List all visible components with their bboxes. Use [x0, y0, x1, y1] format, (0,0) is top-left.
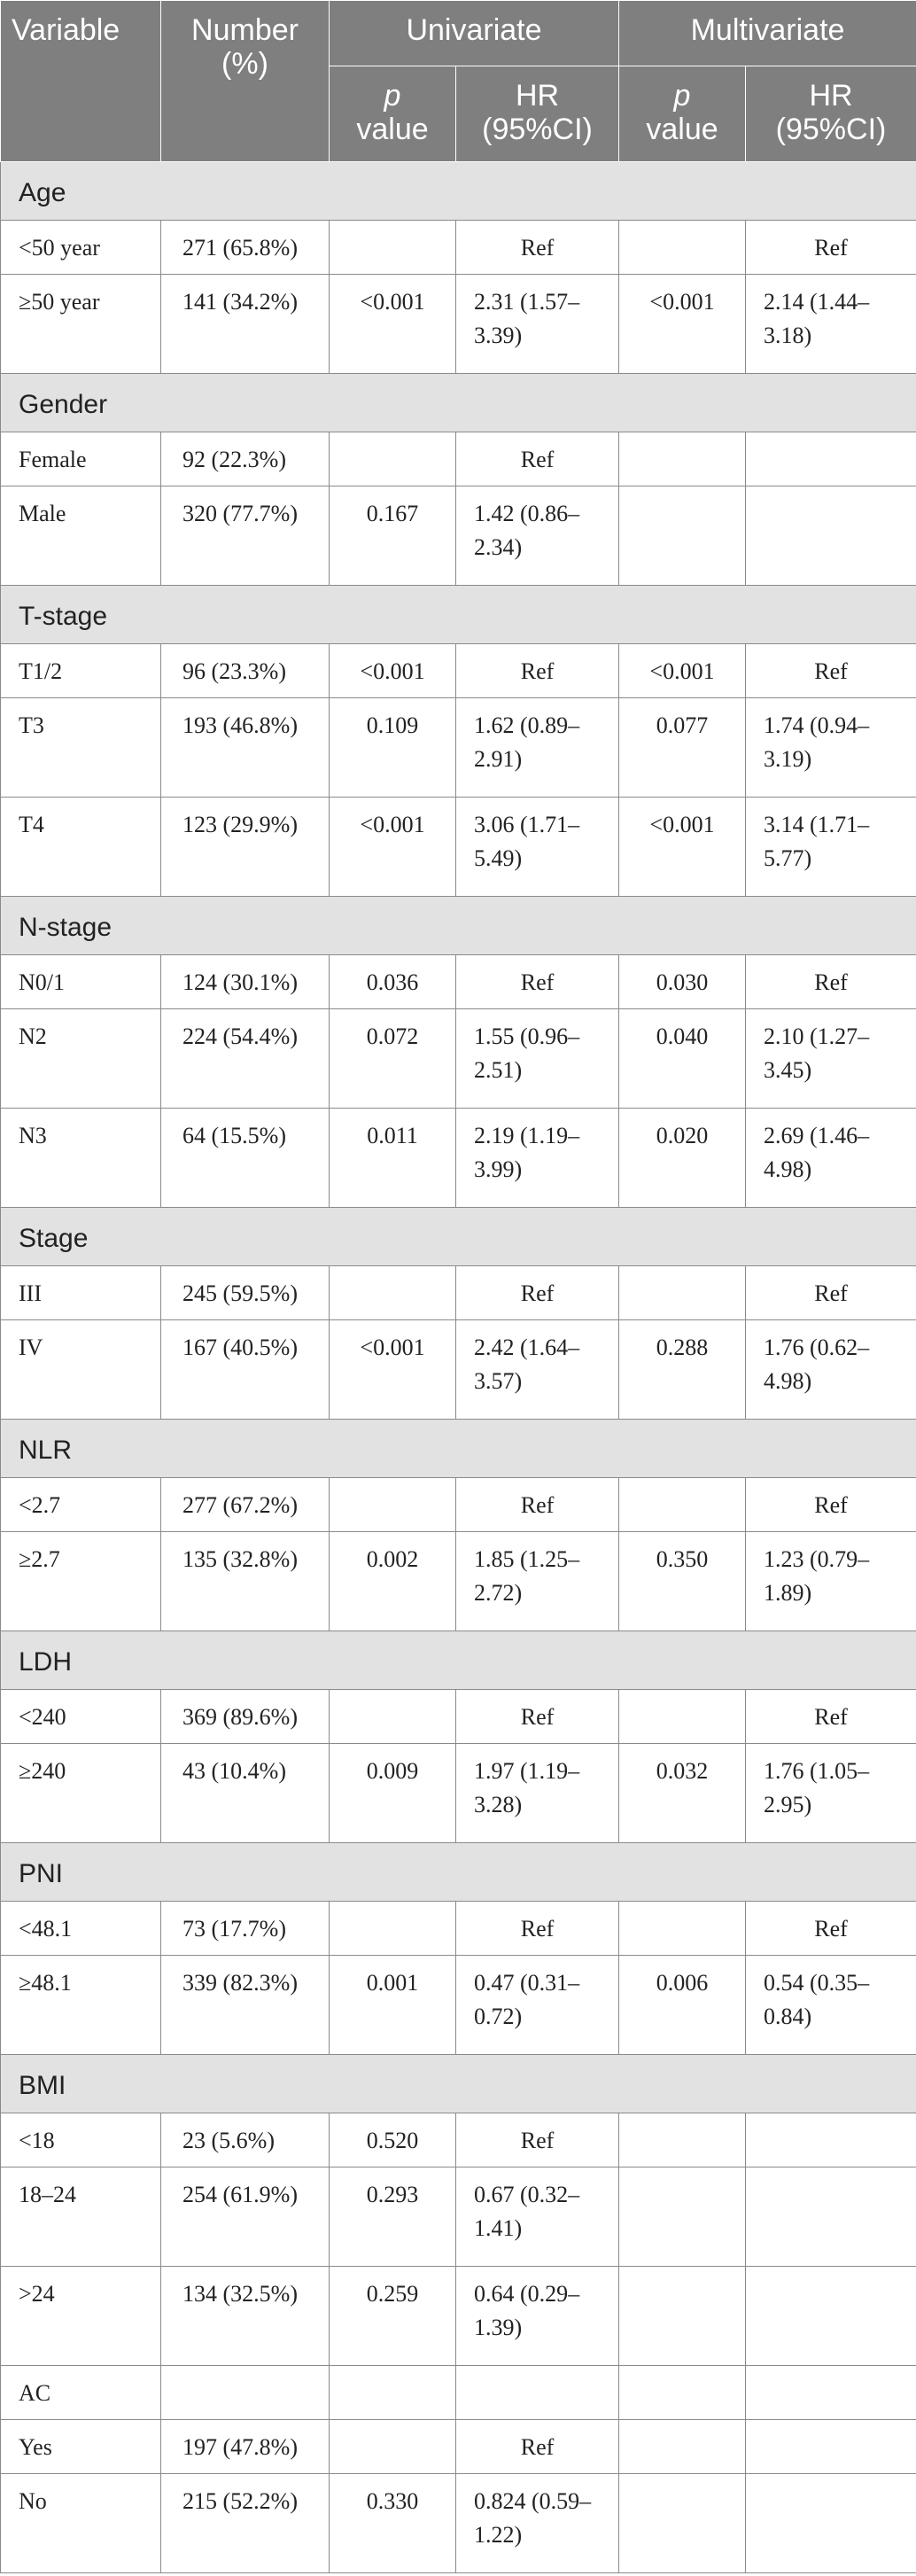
cell-variable: ≥48.1: [1, 1956, 161, 2055]
table-row: [1, 1320, 916, 1420]
cell-multivariate-hr: Ref: [746, 955, 916, 1009]
cell-variable: Female: [1, 432, 161, 486]
cell-multivariate-hr: [746, 2113, 916, 2167]
cell-multivariate-p: [619, 1902, 746, 1956]
cell-univariate-hr: Ref: [456, 221, 619, 275]
cell-number: 141 (34.2%): [161, 275, 330, 374]
cell-multivariate-hr: 2.10 (1.27–3.45): [746, 1009, 916, 1109]
p-suffix: value: [646, 113, 718, 146]
cell-univariate-hr: 1.62 (0.89–2.91): [456, 698, 619, 798]
cell-variable: IV: [1, 1320, 161, 1420]
cell-multivariate-hr: Ref: [746, 644, 916, 698]
table-row: [1, 2420, 916, 2474]
cell-variable: <18: [1, 2113, 161, 2167]
section-title: LDH: [1, 1631, 916, 1690]
cell-multivariate-p: [619, 2167, 746, 2267]
cell-variable: <240: [1, 1690, 161, 1744]
cell-variable: Male: [1, 486, 161, 586]
cell-multivariate-hr: [746, 2267, 916, 2366]
cell-univariate-hr: 0.47 (0.31–0.72): [456, 1956, 619, 2055]
cell-univariate-p: 0.011: [330, 1109, 456, 1208]
cell-univariate-hr: 1.85 (1.25–2.72): [456, 1532, 619, 1631]
cell-multivariate-p: 0.040: [619, 1009, 746, 1109]
cell-number: 193 (46.8%): [161, 698, 330, 798]
table-row: [1, 2113, 916, 2167]
cell-multivariate-p: 0.288: [619, 1320, 746, 1420]
section-header-row: [1, 162, 916, 221]
cell-variable: T1/2: [1, 644, 161, 698]
cell-univariate-hr: 1.97 (1.19–3.28): [456, 1744, 619, 1843]
cell-multivariate-hr: Ref: [746, 221, 916, 275]
cell-univariate-p: 0.036: [330, 955, 456, 1009]
cell-univariate-p: 0.072: [330, 1009, 456, 1109]
table-row: [1, 1690, 916, 1744]
cell-number: [161, 2366, 330, 2420]
cell-number: 215 (52.2%): [161, 2474, 330, 2573]
cell-multivariate-p: 0.020: [619, 1109, 746, 1208]
cell-multivariate-p: [619, 221, 746, 275]
cell-multivariate-hr: [746, 2420, 916, 2474]
p-suffix: value: [356, 113, 429, 146]
table-row: [1, 2267, 916, 2366]
section-header-row: [1, 1843, 916, 1902]
cell-multivariate-hr: 2.69 (1.46–4.98): [746, 1109, 916, 1208]
header-multivariate-p: [619, 66, 746, 162]
cell-univariate-p: <0.001: [330, 275, 456, 374]
section-header-row: [1, 1420, 916, 1478]
cell-univariate-p: [330, 1690, 456, 1744]
table-row: [1, 798, 916, 897]
table-row: [1, 1266, 916, 1320]
cell-number: 73 (17.7%): [161, 1902, 330, 1956]
cell-univariate-p: [330, 1902, 456, 1956]
cell-multivariate-hr: 0.54 (0.35–0.84): [746, 1956, 916, 2055]
cell-variable: N2: [1, 1009, 161, 1109]
cell-univariate-hr: 0.64 (0.29–1.39): [456, 2267, 619, 2366]
cell-variable: T3: [1, 698, 161, 798]
cell-univariate-p: <0.001: [330, 1320, 456, 1420]
cell-multivariate-hr: 2.14 (1.44–3.18): [746, 275, 916, 374]
cell-univariate-hr: 1.55 (0.96–2.51): [456, 1009, 619, 1109]
table-row: [1, 432, 916, 486]
cell-univariate-p: [330, 1478, 456, 1532]
cell-number: 23 (5.6%): [161, 2113, 330, 2167]
table-row: [1, 644, 916, 698]
table-row: [1, 1009, 916, 1109]
table-row: [1, 1902, 916, 1956]
cell-number: 245 (59.5%): [161, 1266, 330, 1320]
table-row: [1, 221, 916, 275]
cell-variable: AC: [1, 2366, 161, 2420]
cell-multivariate-p: 0.032: [619, 1744, 746, 1843]
cell-multivariate-hr: Ref: [746, 1902, 916, 1956]
cell-univariate-p: 0.002: [330, 1532, 456, 1631]
table-row: [1, 275, 916, 374]
cell-multivariate-p: [619, 486, 746, 586]
cell-variable: ≥240: [1, 1744, 161, 1843]
cell-variable: <50 year: [1, 221, 161, 275]
cell-multivariate-p: [619, 1690, 746, 1744]
header-univariate-p: [330, 66, 456, 162]
cell-variable: No: [1, 2474, 161, 2573]
cell-number: 135 (32.8%): [161, 1532, 330, 1631]
table-row: [1, 1109, 916, 1208]
cell-number: 167 (40.5%): [161, 1320, 330, 1420]
cell-univariate-hr: 2.42 (1.64–3.57): [456, 1320, 619, 1420]
cell-univariate-p: 0.001: [330, 1956, 456, 2055]
cell-variable: <48.1: [1, 1902, 161, 1956]
table-row: [1, 486, 916, 586]
section-title: Age: [1, 162, 916, 221]
cell-multivariate-hr: 1.76 (1.05–2.95): [746, 1744, 916, 1843]
cell-number: 254 (61.9%): [161, 2167, 330, 2267]
cell-univariate-hr: Ref: [456, 955, 619, 1009]
cell-number: 92 (22.3%): [161, 432, 330, 486]
cell-number: 64 (15.5%): [161, 1109, 330, 1208]
cell-multivariate-p: [619, 2474, 746, 2573]
header-univariate-hr: HR (95%CI): [456, 66, 619, 162]
cell-multivariate-p: <0.001: [619, 644, 746, 698]
cell-multivariate-p: 0.350: [619, 1532, 746, 1631]
table-row: [1, 2167, 916, 2267]
cell-univariate-p: [330, 221, 456, 275]
cell-number: 277 (67.2%): [161, 1478, 330, 1532]
section-title: BMI: [1, 2055, 916, 2113]
section-title: PNI: [1, 1843, 916, 1902]
cell-number: 197 (47.8%): [161, 2420, 330, 2474]
cell-variable: ≥50 year: [1, 275, 161, 374]
section-header-row: [1, 2055, 916, 2113]
cell-multivariate-hr: [746, 486, 916, 586]
cell-univariate-hr: Ref: [456, 1266, 619, 1320]
header-number: Number (%): [161, 1, 330, 162]
header-multivariate: Multivariate: [619, 1, 916, 66]
cell-univariate-hr: Ref: [456, 1902, 619, 1956]
table-body: [1, 162, 916, 2573]
cell-variable: 18–24: [1, 2167, 161, 2267]
cell-multivariate-hr: Ref: [746, 1478, 916, 1532]
cell-number: 134 (32.5%): [161, 2267, 330, 2366]
cell-univariate-p: [330, 432, 456, 486]
cell-univariate-p: [330, 2366, 456, 2420]
cell-univariate-p: [330, 1266, 456, 1320]
section-title: Stage: [1, 1208, 916, 1266]
cell-variable: <2.7: [1, 1478, 161, 1532]
table-row: [1, 1478, 916, 1532]
cell-univariate-p: 0.009: [330, 1744, 456, 1843]
cell-variable: ≥2.7: [1, 1532, 161, 1631]
section-title: Gender: [1, 374, 916, 432]
cell-variable: N3: [1, 1109, 161, 1208]
cell-multivariate-p: [619, 1266, 746, 1320]
cell-number: 369 (89.6%): [161, 1690, 330, 1744]
section-header-row: [1, 586, 916, 644]
cell-number: 224 (54.4%): [161, 1009, 330, 1109]
cell-multivariate-p: [619, 1478, 746, 1532]
cell-multivariate-p: 0.006: [619, 1956, 746, 2055]
cell-number: 96 (23.3%): [161, 644, 330, 698]
cell-number: 123 (29.9%): [161, 798, 330, 897]
cell-multivariate-hr: 1.23 (0.79–1.89): [746, 1532, 916, 1631]
cell-univariate-p: <0.001: [330, 644, 456, 698]
cell-multivariate-hr: [746, 2474, 916, 2573]
cell-number: 339 (82.3%): [161, 1956, 330, 2055]
cell-multivariate-hr: Ref: [746, 1266, 916, 1320]
cell-multivariate-p: [619, 2366, 746, 2420]
cell-variable: >24: [1, 2267, 161, 2366]
cell-univariate-p: 0.109: [330, 698, 456, 798]
section-title: N-stage: [1, 897, 916, 955]
p-label: p: [384, 79, 401, 113]
p-label: p: [673, 79, 691, 113]
table-row: [1, 2474, 916, 2573]
cell-univariate-p: 0.520: [330, 2113, 456, 2167]
cell-univariate-p: [330, 2420, 456, 2474]
cell-number: 320 (77.7%): [161, 486, 330, 586]
cell-univariate-hr: 0.67 (0.32–1.41): [456, 2167, 619, 2267]
cell-univariate-p: 0.167: [330, 486, 456, 586]
section-header-row: [1, 897, 916, 955]
cell-multivariate-p: 0.030: [619, 955, 746, 1009]
cell-univariate-hr: 0.824 (0.59–1.22): [456, 2474, 619, 2573]
header-univariate: Univariate: [330, 1, 619, 66]
cell-univariate-hr: Ref: [456, 2113, 619, 2167]
cell-univariate-hr: Ref: [456, 432, 619, 486]
cell-univariate-p: 0.259: [330, 2267, 456, 2366]
cell-univariate-hr: 1.42 (0.86–2.34): [456, 486, 619, 586]
cell-multivariate-p: [619, 2113, 746, 2167]
section-title: T-stage: [1, 586, 916, 644]
cell-univariate-p: <0.001: [330, 798, 456, 897]
cell-multivariate-p: <0.001: [619, 798, 746, 897]
cell-number: 271 (65.8%): [161, 221, 330, 275]
table-row: [1, 1532, 916, 1631]
cell-univariate-p: 0.330: [330, 2474, 456, 2573]
cell-variable: III: [1, 1266, 161, 1320]
cell-multivariate-p: 0.077: [619, 698, 746, 798]
table-row: [1, 1956, 916, 2055]
cell-number: 124 (30.1%): [161, 955, 330, 1009]
table-row: [1, 698, 916, 798]
cell-variable: T4: [1, 798, 161, 897]
cell-univariate-hr: Ref: [456, 2420, 619, 2474]
section-title: NLR: [1, 1420, 916, 1478]
cell-multivariate-p: <0.001: [619, 275, 746, 374]
cell-multivariate-hr: 3.14 (1.71–5.77): [746, 798, 916, 897]
cell-univariate-hr: 2.31 (1.57–3.39): [456, 275, 619, 374]
cell-multivariate-hr: [746, 2366, 916, 2420]
section-header-row: [1, 1208, 916, 1266]
table-row: [1, 955, 916, 1009]
cell-multivariate-hr: [746, 432, 916, 486]
cell-univariate-hr: Ref: [456, 644, 619, 698]
cell-univariate-p: 0.293: [330, 2167, 456, 2267]
cell-univariate-hr: 3.06 (1.71–5.49): [456, 798, 619, 897]
section-header-row: [1, 374, 916, 432]
cell-univariate-hr: 2.19 (1.19–3.99): [456, 1109, 619, 1208]
cell-variable: Yes: [1, 2420, 161, 2474]
section-header-row: [1, 1631, 916, 1690]
header-variable: Variable: [1, 1, 161, 162]
cell-multivariate-p: [619, 432, 746, 486]
cell-multivariate-hr: Ref: [746, 1690, 916, 1744]
cell-multivariate-p: [619, 2267, 746, 2366]
cell-multivariate-hr: 1.76 (0.62–4.98): [746, 1320, 916, 1420]
table-header: [1, 1, 916, 162]
cell-univariate-hr: Ref: [456, 1690, 619, 1744]
header-multivariate-hr: HR (95%CI): [746, 66, 916, 162]
table-row: [1, 2366, 916, 2420]
cell-multivariate-p: [619, 2420, 746, 2474]
table-row: [1, 1744, 916, 1843]
cell-multivariate-hr: 1.74 (0.94–3.19): [746, 698, 916, 798]
cell-univariate-hr: [456, 2366, 619, 2420]
cell-variable: N0/1: [1, 955, 161, 1009]
cell-number: 43 (10.4%): [161, 1744, 330, 1843]
cell-univariate-hr: Ref: [456, 1478, 619, 1532]
cell-multivariate-hr: [746, 2167, 916, 2267]
